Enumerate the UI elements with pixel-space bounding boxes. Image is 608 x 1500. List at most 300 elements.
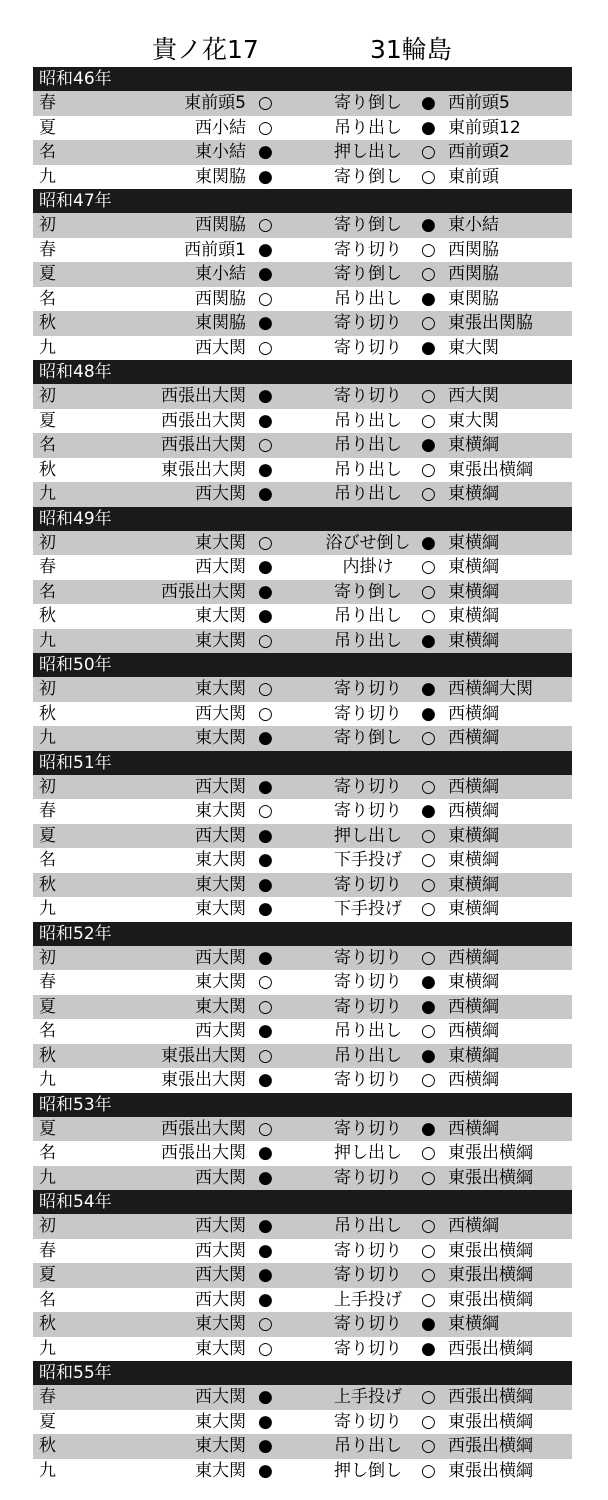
left-result-mark: ○ <box>258 435 273 455</box>
right-result-mark: ○ <box>421 899 436 919</box>
basho-label: 初 <box>39 215 56 235</box>
bout-row <box>33 555 572 580</box>
left-rank: 東大関 <box>195 606 246 626</box>
bout-row <box>33 1288 572 1313</box>
right-result-mark: ○ <box>421 1143 436 1163</box>
basho-label: 名 <box>39 1143 56 1163</box>
basho-label: 夏 <box>39 996 56 1017</box>
kimarite: 寄り切り <box>334 1240 402 1261</box>
right-rank: 東張出横綱 <box>448 1240 533 1261</box>
left-rank: 西張出大関 <box>161 581 246 602</box>
right-rank: 西横綱 <box>448 1070 499 1090</box>
kimarite: 吊り出し <box>334 459 402 480</box>
basho-label: 名 <box>39 1021 56 1041</box>
right-rank: 東関脇 <box>448 288 499 309</box>
left-result-mark: ● <box>258 239 273 260</box>
bout-row <box>33 970 572 995</box>
left-result-mark: ○ <box>258 679 273 699</box>
left-rank: 東張出大関 <box>161 1070 246 1090</box>
kimarite: 寄り切り <box>334 874 402 895</box>
left-rank: 東大関 <box>195 972 246 992</box>
left-rank: 西大関 <box>195 557 246 577</box>
bout-row <box>33 702 572 727</box>
left-result-mark: ● <box>258 557 273 577</box>
bout-row <box>33 238 572 263</box>
right-result-mark: ● <box>421 703 436 724</box>
right-result-mark: ● <box>421 1118 436 1139</box>
right-rank: 東横綱 <box>448 484 499 504</box>
left-result-mark: ● <box>258 386 273 406</box>
kimarite: 下手投げ <box>334 899 402 919</box>
left-rank: 東大関 <box>195 630 246 651</box>
kimarite: 内掛け <box>342 557 394 577</box>
left-result-mark: ● <box>258 947 273 968</box>
left-result-mark: ● <box>258 776 273 797</box>
kimarite: 吊り出し <box>334 288 402 309</box>
basho-label: 春 <box>39 1387 56 1407</box>
kimarite: 吊り出し <box>334 630 402 651</box>
basho-label: 初 <box>39 1216 56 1236</box>
right-rank: 東横綱 <box>448 1314 499 1334</box>
basho-label: 名 <box>39 435 56 455</box>
left-result-mark: ● <box>258 874 273 895</box>
left-rank: 西大関 <box>195 1387 246 1407</box>
bout-row <box>33 1410 572 1435</box>
right-result-mark: ● <box>421 1045 436 1066</box>
right-result-mark: ○ <box>421 1411 436 1432</box>
left-result-mark: ○ <box>258 1118 273 1139</box>
basho-label: 名 <box>39 288 56 309</box>
left-result-mark: ● <box>258 142 273 162</box>
right-rank: 東横綱 <box>448 874 499 895</box>
right-rank: 西横綱 <box>448 1118 499 1139</box>
basho-label: 秋 <box>39 1436 56 1456</box>
basho-label: 秋 <box>39 459 56 480</box>
basho-label: 秋 <box>39 874 56 895</box>
right-result-mark: ○ <box>421 386 436 406</box>
basho-label: 秋 <box>39 1045 56 1066</box>
page-header <box>0 0 608 66</box>
right-rank: 東張出関脇 <box>448 313 533 333</box>
left-rank: 西大関 <box>195 1167 246 1188</box>
bout-row <box>33 1141 572 1166</box>
basho-label: 初 <box>39 776 56 797</box>
right-rank: 東張出横綱 <box>448 1289 533 1310</box>
wrestler-right-name: 31輪島 <box>370 35 452 64</box>
right-rank: 東張出横綱 <box>448 1143 533 1163</box>
kimarite: 寄り倒し <box>334 581 402 602</box>
basho-label: 九 <box>39 728 56 748</box>
left-rank: 東大関 <box>195 801 246 821</box>
bout-row <box>33 287 572 312</box>
right-result-mark: ● <box>421 117 436 138</box>
basho-label: 春 <box>39 801 56 821</box>
right-rank: 西張出横綱 <box>448 1387 533 1407</box>
left-rank: 東小結 <box>195 142 246 162</box>
right-result-mark: ● <box>421 679 436 699</box>
right-rank: 東小結 <box>448 215 499 235</box>
kimarite: 吊り出し <box>334 484 402 504</box>
kimarite: 寄り切り <box>334 1338 402 1359</box>
year-header: 昭和53年 <box>33 1093 572 1117</box>
basho-label: 秋 <box>39 606 56 626</box>
right-result-mark: ○ <box>421 606 436 626</box>
right-rank: 西横綱 <box>448 728 499 748</box>
right-rank: 東横綱 <box>448 606 499 626</box>
basho-label: 九 <box>39 337 56 358</box>
left-rank: 東大関 <box>195 850 246 870</box>
bout-row <box>33 873 572 898</box>
left-result-mark: ○ <box>258 93 273 113</box>
right-result-mark: ○ <box>421 1460 436 1481</box>
right-result-mark: ● <box>421 972 436 992</box>
kimarite: 寄り切り <box>334 703 402 724</box>
left-rank: 西大関 <box>195 825 246 846</box>
kimarite: 吊り出し <box>334 1021 402 1041</box>
bout-row <box>33 1019 572 1044</box>
left-rank: 東大関 <box>195 996 246 1017</box>
bout-row <box>33 946 572 971</box>
right-rank: 西大関 <box>448 386 499 406</box>
basho-label: 九 <box>39 166 56 187</box>
year-header: 昭和52年 <box>33 922 572 946</box>
right-rank: 東張出横綱 <box>448 1411 533 1432</box>
left-rank: 東張出大関 <box>161 1045 246 1066</box>
right-rank: 西張出横綱 <box>448 1338 533 1359</box>
left-rank: 東大関 <box>195 1460 246 1481</box>
right-result-mark: ● <box>421 215 436 235</box>
bout-row <box>33 1312 572 1337</box>
left-rank: 東関脇 <box>195 313 246 333</box>
right-result-mark: ○ <box>421 1070 436 1090</box>
right-result-mark: ● <box>421 1314 436 1334</box>
right-result-mark: ○ <box>421 142 436 162</box>
right-result-mark: ● <box>421 435 436 455</box>
left-result-mark: ○ <box>258 288 273 309</box>
bout-row <box>33 165 572 190</box>
right-result-mark: ○ <box>421 264 436 284</box>
right-rank: 東張出横綱 <box>448 1167 533 1188</box>
right-rank: 東張出横綱 <box>448 1265 533 1285</box>
left-result-mark: ○ <box>258 996 273 1017</box>
right-result-mark: ○ <box>421 166 436 187</box>
basho-label: 春 <box>39 972 56 992</box>
right-result-mark: ○ <box>421 410 436 431</box>
bout-row <box>33 1214 572 1239</box>
right-result-mark: ○ <box>421 1167 436 1188</box>
basho-label: 夏 <box>39 825 56 846</box>
bout-row <box>33 897 572 922</box>
right-result-mark: ○ <box>421 313 436 333</box>
right-rank: 東横綱 <box>448 825 499 846</box>
left-result-mark: ● <box>258 410 273 431</box>
year-header: 昭和55年 <box>33 1361 572 1385</box>
basho-label: 名 <box>39 850 56 870</box>
right-result-mark: ○ <box>421 1289 436 1310</box>
kimarite: 寄り切り <box>334 679 402 699</box>
left-rank: 西大関 <box>195 484 246 504</box>
kimarite: 寄り倒し <box>334 728 402 748</box>
right-rank: 東横綱 <box>448 850 499 870</box>
left-rank: 東小結 <box>195 264 246 284</box>
year-header: 昭和54年 <box>33 1190 572 1214</box>
left-rank: 西張出大関 <box>161 386 246 406</box>
right-rank: 東前頭 <box>448 166 499 187</box>
right-result-mark: ○ <box>421 1240 436 1261</box>
year-header: 昭和49年 <box>33 507 572 531</box>
left-result-mark: ● <box>258 899 273 919</box>
kimarite: 吊り出し <box>334 1045 402 1066</box>
basho-label: 春 <box>39 93 56 113</box>
right-result-mark: ○ <box>421 239 436 260</box>
bout-row <box>33 1239 572 1264</box>
left-result-mark: ● <box>258 1387 273 1407</box>
left-result-mark: ○ <box>258 532 273 553</box>
right-result-mark: ○ <box>421 459 436 480</box>
year-header: 昭和46年 <box>33 67 572 91</box>
bout-row <box>33 1459 572 1484</box>
basho-label: 夏 <box>39 264 56 284</box>
right-result-mark: ○ <box>421 728 436 748</box>
right-rank: 西張出横綱 <box>448 1436 533 1456</box>
basho-label: 初 <box>39 532 56 553</box>
left-result-mark: ● <box>258 1436 273 1456</box>
left-rank: 東大関 <box>195 899 246 919</box>
left-result-mark: ● <box>258 1265 273 1285</box>
right-rank: 西横綱 <box>448 776 499 797</box>
kimarite: 寄り切り <box>334 996 402 1017</box>
right-result-mark: ● <box>421 630 436 651</box>
left-rank: 東前頭5 <box>184 93 246 113</box>
bout-row <box>33 262 572 287</box>
kimarite: 吊り出し <box>334 1436 402 1456</box>
basho-label: 九 <box>39 630 56 651</box>
kimarite: 上手投げ <box>334 1289 402 1310</box>
right-result-mark: ● <box>421 801 436 821</box>
basho-label: 初 <box>39 679 56 699</box>
left-result-mark: ○ <box>258 630 273 651</box>
bout-row <box>33 629 572 654</box>
left-result-mark: ○ <box>258 117 273 138</box>
kimarite: 上手投げ <box>334 1387 402 1407</box>
bout-row <box>33 311 572 336</box>
left-rank: 西張出大関 <box>161 1118 246 1139</box>
left-result-mark: ● <box>258 1460 273 1481</box>
left-rank: 東大関 <box>195 1314 246 1334</box>
bout-row <box>33 91 572 116</box>
right-rank: 東横綱 <box>448 899 499 919</box>
right-rank: 東横綱 <box>448 435 499 455</box>
kimarite: 寄り切り <box>334 313 402 333</box>
bout-row <box>33 140 572 165</box>
kimarite: 寄り倒し <box>334 93 402 113</box>
right-result-mark: ○ <box>421 1021 436 1041</box>
left-rank: 東大関 <box>195 1436 246 1456</box>
basho-label: 夏 <box>39 1118 56 1139</box>
left-rank: 東大関 <box>195 532 246 553</box>
right-result-mark: ○ <box>421 947 436 968</box>
left-result-mark: ● <box>258 1216 273 1236</box>
right-result-mark: ● <box>421 288 436 309</box>
bout-row <box>33 336 572 361</box>
bout-row <box>33 1166 572 1191</box>
basho-label: 初 <box>39 947 56 968</box>
right-rank: 東前頭12 <box>448 117 521 138</box>
right-result-mark: ● <box>421 996 436 1017</box>
year-header: 昭和47年 <box>33 189 572 213</box>
right-rank: 東横綱 <box>448 581 499 602</box>
bout-row <box>33 848 572 873</box>
right-result-mark: ○ <box>421 825 436 846</box>
kimarite: 押し出し <box>334 1143 402 1163</box>
basho-label: 九 <box>39 1070 56 1090</box>
right-rank: 東大関 <box>448 337 499 358</box>
bout-row <box>33 1044 572 1069</box>
right-result-mark: ○ <box>421 776 436 797</box>
bout-row <box>33 1068 572 1093</box>
left-result-mark: ○ <box>258 801 273 821</box>
kimarite: 寄り切り <box>334 776 402 797</box>
left-rank: 西大関 <box>195 703 246 724</box>
kimarite: 押し出し <box>334 142 402 162</box>
kimarite: 吊り出し <box>334 606 402 626</box>
bout-row <box>33 1434 572 1459</box>
left-result-mark: ● <box>258 581 273 602</box>
right-rank: 西前頭2 <box>448 142 510 162</box>
left-result-mark: ○ <box>258 1045 273 1066</box>
kimarite: 寄り倒し <box>334 166 402 187</box>
basho-label: 春 <box>39 557 56 577</box>
kimarite: 吊り出し <box>334 1216 402 1236</box>
left-rank: 東張出大関 <box>161 459 246 480</box>
right-rank: 西横綱 <box>448 947 499 968</box>
kimarite: 寄り切り <box>334 972 402 992</box>
left-result-mark: ○ <box>258 1314 273 1334</box>
year-header: 昭和48年 <box>33 360 572 384</box>
left-rank: 西前頭1 <box>184 239 246 260</box>
bout-row <box>33 726 572 751</box>
left-rank: 西大関 <box>195 776 246 797</box>
basho-label: 夏 <box>39 410 56 431</box>
left-rank: 東大関 <box>195 874 246 895</box>
bout-row <box>33 458 572 483</box>
right-result-mark: ○ <box>421 1387 436 1407</box>
left-rank: 西張出大関 <box>161 435 246 455</box>
left-rank: 西関脇 <box>195 215 246 235</box>
basho-label: 春 <box>39 239 56 260</box>
left-result-mark: ● <box>258 264 273 284</box>
right-rank: 西横綱 <box>448 996 499 1017</box>
right-rank: 西横綱 <box>448 801 499 821</box>
bout-row <box>33 995 572 1020</box>
right-rank: 西前頭5 <box>448 93 510 113</box>
bout-row <box>33 1337 572 1362</box>
left-result-mark: ● <box>258 1167 273 1188</box>
right-result-mark: ○ <box>421 874 436 895</box>
kimarite: 吊り出し <box>334 435 402 455</box>
basho-label: 秋 <box>39 313 56 333</box>
kimarite: 吊り出し <box>334 117 402 138</box>
right-rank: 西横綱 <box>448 1216 499 1236</box>
basho-label: 夏 <box>39 117 56 138</box>
basho-label: 九 <box>39 1167 56 1188</box>
kimarite: 寄り切り <box>334 337 402 358</box>
kimarite: 寄り切り <box>334 1167 402 1188</box>
left-result-mark: ● <box>258 1289 273 1310</box>
basho-label: 夏 <box>39 1411 56 1432</box>
right-result-mark: ○ <box>421 850 436 870</box>
kimarite: 浴びせ倒し <box>325 532 411 553</box>
year-header: 昭和50年 <box>33 653 572 677</box>
left-result-mark: ○ <box>258 703 273 724</box>
left-rank: 西大関 <box>195 1240 246 1261</box>
kimarite: 寄り切り <box>334 801 402 821</box>
basho-label: 名 <box>39 1289 56 1310</box>
left-result-mark: ○ <box>258 337 273 358</box>
basho-label: 秋 <box>39 703 56 724</box>
right-rank: 西横綱 <box>448 703 499 724</box>
bout-row <box>33 677 572 702</box>
bout-record-table <box>33 67 572 1483</box>
kimarite: 押し倒し <box>334 1460 402 1481</box>
basho-label: 秋 <box>39 1314 56 1334</box>
basho-label: 夏 <box>39 1265 56 1285</box>
left-result-mark: ● <box>258 313 273 333</box>
bout-row <box>33 775 572 800</box>
bout-row <box>33 1117 572 1142</box>
kimarite: 寄り倒し <box>334 215 402 235</box>
kimarite: 寄り切り <box>334 239 402 260</box>
kimarite: 寄り切り <box>334 1070 402 1090</box>
basho-label: 春 <box>39 1240 56 1261</box>
right-result-mark: ○ <box>421 1265 436 1285</box>
basho-label: 九 <box>39 1460 56 1481</box>
right-rank: 東大関 <box>448 410 499 431</box>
left-rank: 東大関 <box>195 1338 246 1359</box>
left-rank: 西張出大関 <box>161 410 246 431</box>
left-result-mark: ● <box>258 728 273 748</box>
kimarite: 寄り切り <box>334 947 402 968</box>
bout-row <box>33 604 572 629</box>
bout-row <box>33 824 572 849</box>
bout-row <box>33 213 572 238</box>
bout-row <box>33 531 572 556</box>
left-rank: 西大関 <box>195 1289 246 1310</box>
left-rank: 西大関 <box>195 1021 246 1041</box>
basho-label: 九 <box>39 899 56 919</box>
left-rank: 東大関 <box>195 728 246 748</box>
year-header: 昭和51年 <box>33 751 572 775</box>
kimarite: 寄り切り <box>334 1314 402 1334</box>
kimarite: 下手投げ <box>334 850 402 870</box>
left-result-mark: ● <box>258 1411 273 1432</box>
basho-label: 名 <box>39 581 56 602</box>
bout-row <box>33 799 572 824</box>
kimarite: 寄り倒し <box>334 264 402 284</box>
right-rank: 東張出横綱 <box>448 1460 533 1481</box>
right-rank: 東横綱 <box>448 532 499 553</box>
left-rank: 東関脇 <box>195 166 246 187</box>
left-result-mark: ● <box>258 459 273 480</box>
left-rank: 西関脇 <box>195 288 246 309</box>
kimarite: 吊り出し <box>334 410 402 431</box>
left-result-mark: ● <box>258 1021 273 1041</box>
left-rank: 西張出大関 <box>161 1143 246 1163</box>
right-result-mark: ● <box>421 337 436 358</box>
kimarite: 寄り切り <box>334 1265 402 1285</box>
right-rank: 東横綱 <box>448 972 499 992</box>
kimarite: 寄り切り <box>334 1411 402 1432</box>
